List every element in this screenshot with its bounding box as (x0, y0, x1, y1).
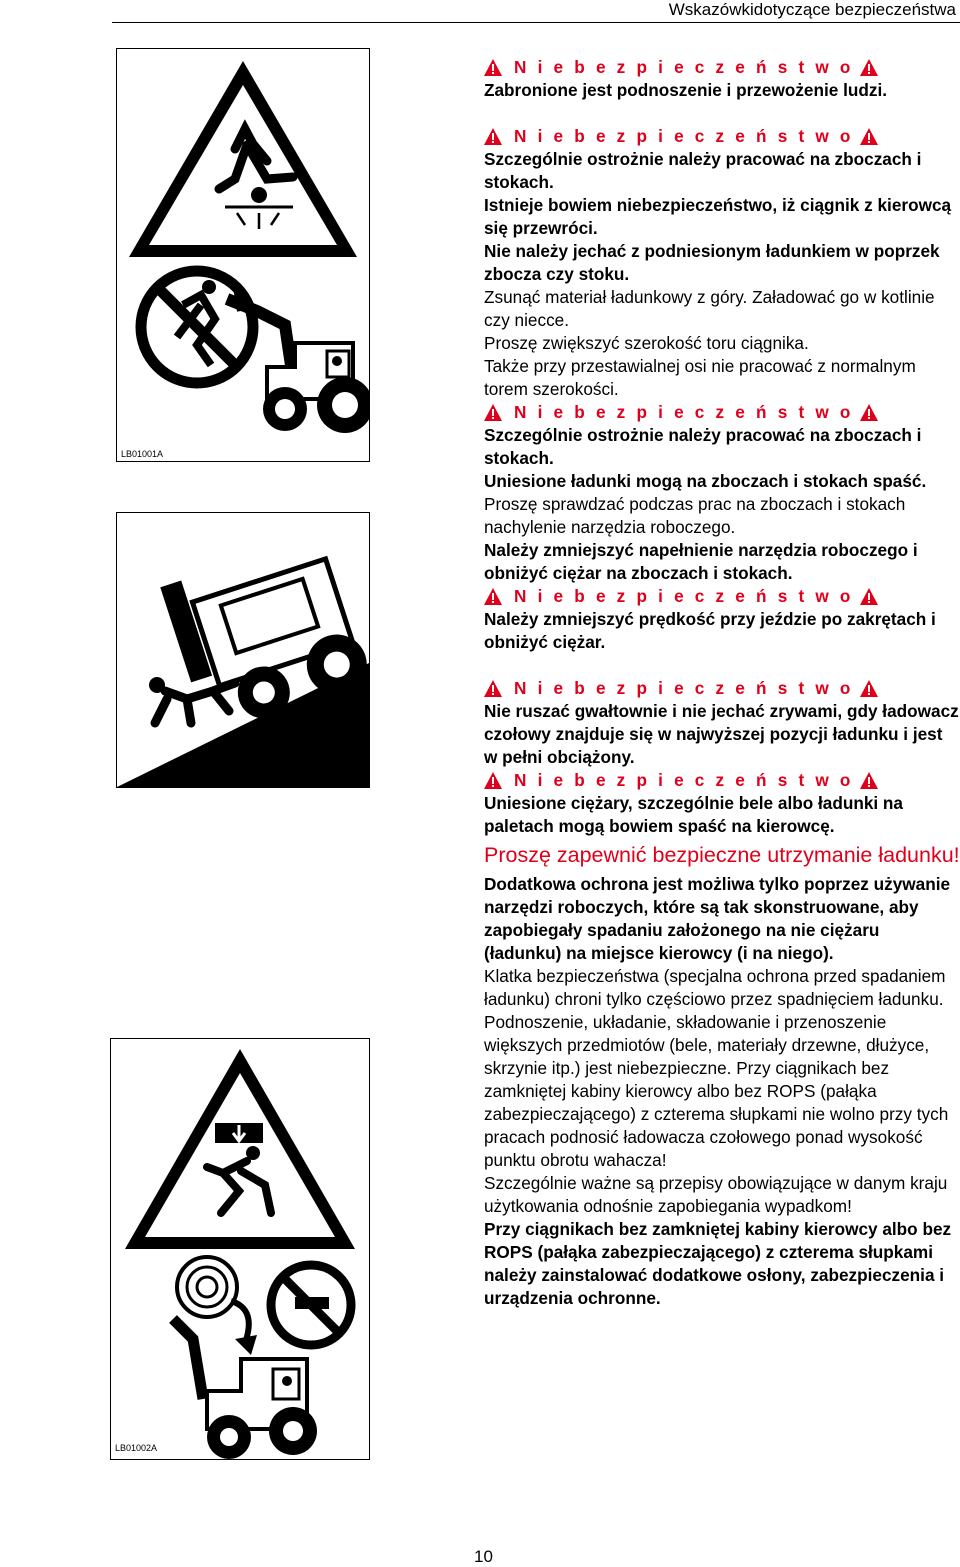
danger-text: Szczególnie ostrożnie należy pracować na zboczach i stokach. (484, 425, 922, 468)
warning-triangle-icon (484, 128, 502, 145)
warning-triangle-icon (860, 128, 878, 145)
danger-heading: N i e b e z p i e c z e ń s t w o (484, 401, 960, 424)
body-text: Podnoszenie, układanie, składowanie i przenoszenie większych przedmiotów (bele, materiały drzewne, dłużyce, skrzynie itp.) jest niebezpieczne. Przy ciągnikach bez zamkniętej kabiny kierowcy albo bez ROPS (pałąka zabezpieczającego) z czterema słupkami nie wolno przy tych pracach podnosić ładowacza czołowego ponad wysokość punktu obrotu wahacza! (484, 1012, 949, 1170)
danger-text: Uniesione ciężary, szczególnie bele albo ładunki na paletach mogą bowiem spaść na kierowcę. (484, 793, 903, 836)
body-text: Proszę zwiększyć szerokość toru ciągnika. (484, 333, 809, 353)
warning-triangle-icon (484, 588, 502, 605)
danger-heading: N i e b e z p i e c z e ń s t w o (484, 585, 960, 608)
danger-text: Istnieje bowiem niebezpieczeństwo, iż ciągnik z kierowcą się przewróci. (484, 195, 952, 238)
warning-triangle-icon (860, 588, 878, 605)
warning-sign-no-lifting-people (116, 48, 370, 462)
page-header-title: Wskazówkidotyczące bezpieczeństwa (668, 0, 956, 19)
danger-text: Nie należy jechać z podniesionym ładunkiem w poprzek zbocza czy stoku. (484, 241, 940, 284)
danger-heading: N i e b e z p i e c z e ń s t w o (484, 56, 960, 79)
danger-heading: N i e b e z p i e c z e ń s t w o (484, 677, 960, 700)
danger-text: Zabronione jest podnoszenie i przewożenie ludzi. (484, 80, 887, 100)
figure-code: LB01001A (121, 449, 164, 459)
danger-heading: N i e b e z p i e c z e ń s t w o (484, 769, 960, 792)
page-number: 10 (474, 1547, 493, 1566)
header-rule (112, 22, 960, 23)
danger-text: Szczególnie ostrożnie należy pracować na zboczach i stokach. (484, 149, 922, 192)
body-text: Zsunąć materiał ładunkowy z góry. Załadować go w kotlinie czy niecce. (484, 287, 935, 330)
danger-heading: N i e b e z p i e c z e ń s t w o (484, 125, 960, 148)
tractor-overturn-illustration (117, 513, 369, 787)
danger-text: Dodatkowa ochrona jest możliwa tylko poprzez używanie narzędzi roboczych, które są tak skonstruowane, aby zapobiegały spadaniu założonego na nie ciężaru (ładunku) na miejsce kierowcy (i na niego). (484, 874, 951, 963)
danger-text: Przy ciągnikach bez zamkniętej kabiny kierowcy albo bez ROPS (pałąka zabezpieczającego) z czterema słupkami należy zainstalować dodatkowe osłony, zabezpieczenia i urządzenia ochronne. (484, 1219, 952, 1308)
body-text: Także przy przestawialnej osi nie pracować z normalnym torem szerokości. (484, 356, 916, 399)
warning-triangle-icon (860, 772, 878, 789)
falling-load-illustration (111, 1039, 369, 1459)
warning-triangle-icon (484, 404, 502, 421)
figure-code: LB01002A (115, 1443, 158, 1453)
warning-sign-falling-load (110, 1038, 370, 1460)
danger-text: Uniesione ładunki mogą na zboczach i stokach spaść. (484, 471, 927, 491)
danger-text: Należy zmniejszyć napełnienie narzędzia roboczego i obniżyć ciężar na zboczach i stokach. (484, 540, 918, 583)
body-text: Klatka bezpieczeństwa (specjalna ochrona przed spadaniem ładunku) chroni tylko częściowo przez spadnięciem ładunku. (484, 966, 946, 1009)
warning-triangle-icon (860, 680, 878, 697)
warning-triangle-icon (484, 680, 502, 697)
danger-text: Należy zmniejszyć prędkość przy jeździe po zakrętach i obniżyć ciężar. (484, 609, 936, 652)
warning-sign-tractor-overturn (116, 512, 370, 788)
safety-text-column (484, 56, 960, 1310)
warning-triangle-icon (860, 404, 878, 421)
no-lifting-people-illustration (117, 49, 369, 461)
load-securing-warning: Proszę zapewnić bezpieczne utrzymanie ładunku! (484, 843, 960, 867)
body-text: Proszę sprawdzać podczas prac na zboczach i stokach nachylenie narzędzia roboczego. (484, 494, 906, 537)
warning-triangle-icon (484, 772, 502, 789)
warning-triangle-icon (860, 59, 878, 76)
danger-text: Nie ruszać gwałtownie i nie jechać zrywami, gdy ładowacz czołowy znajduje się w najwyższej pozycji ładunku i jest w pełni obciążony. (484, 701, 959, 767)
body-text: Szczególnie ważne są przepisy obowiązujące w danym kraju użytkowania odnośnie zapobiegania wypadkom! (484, 1173, 948, 1216)
warning-triangle-icon (484, 59, 502, 76)
